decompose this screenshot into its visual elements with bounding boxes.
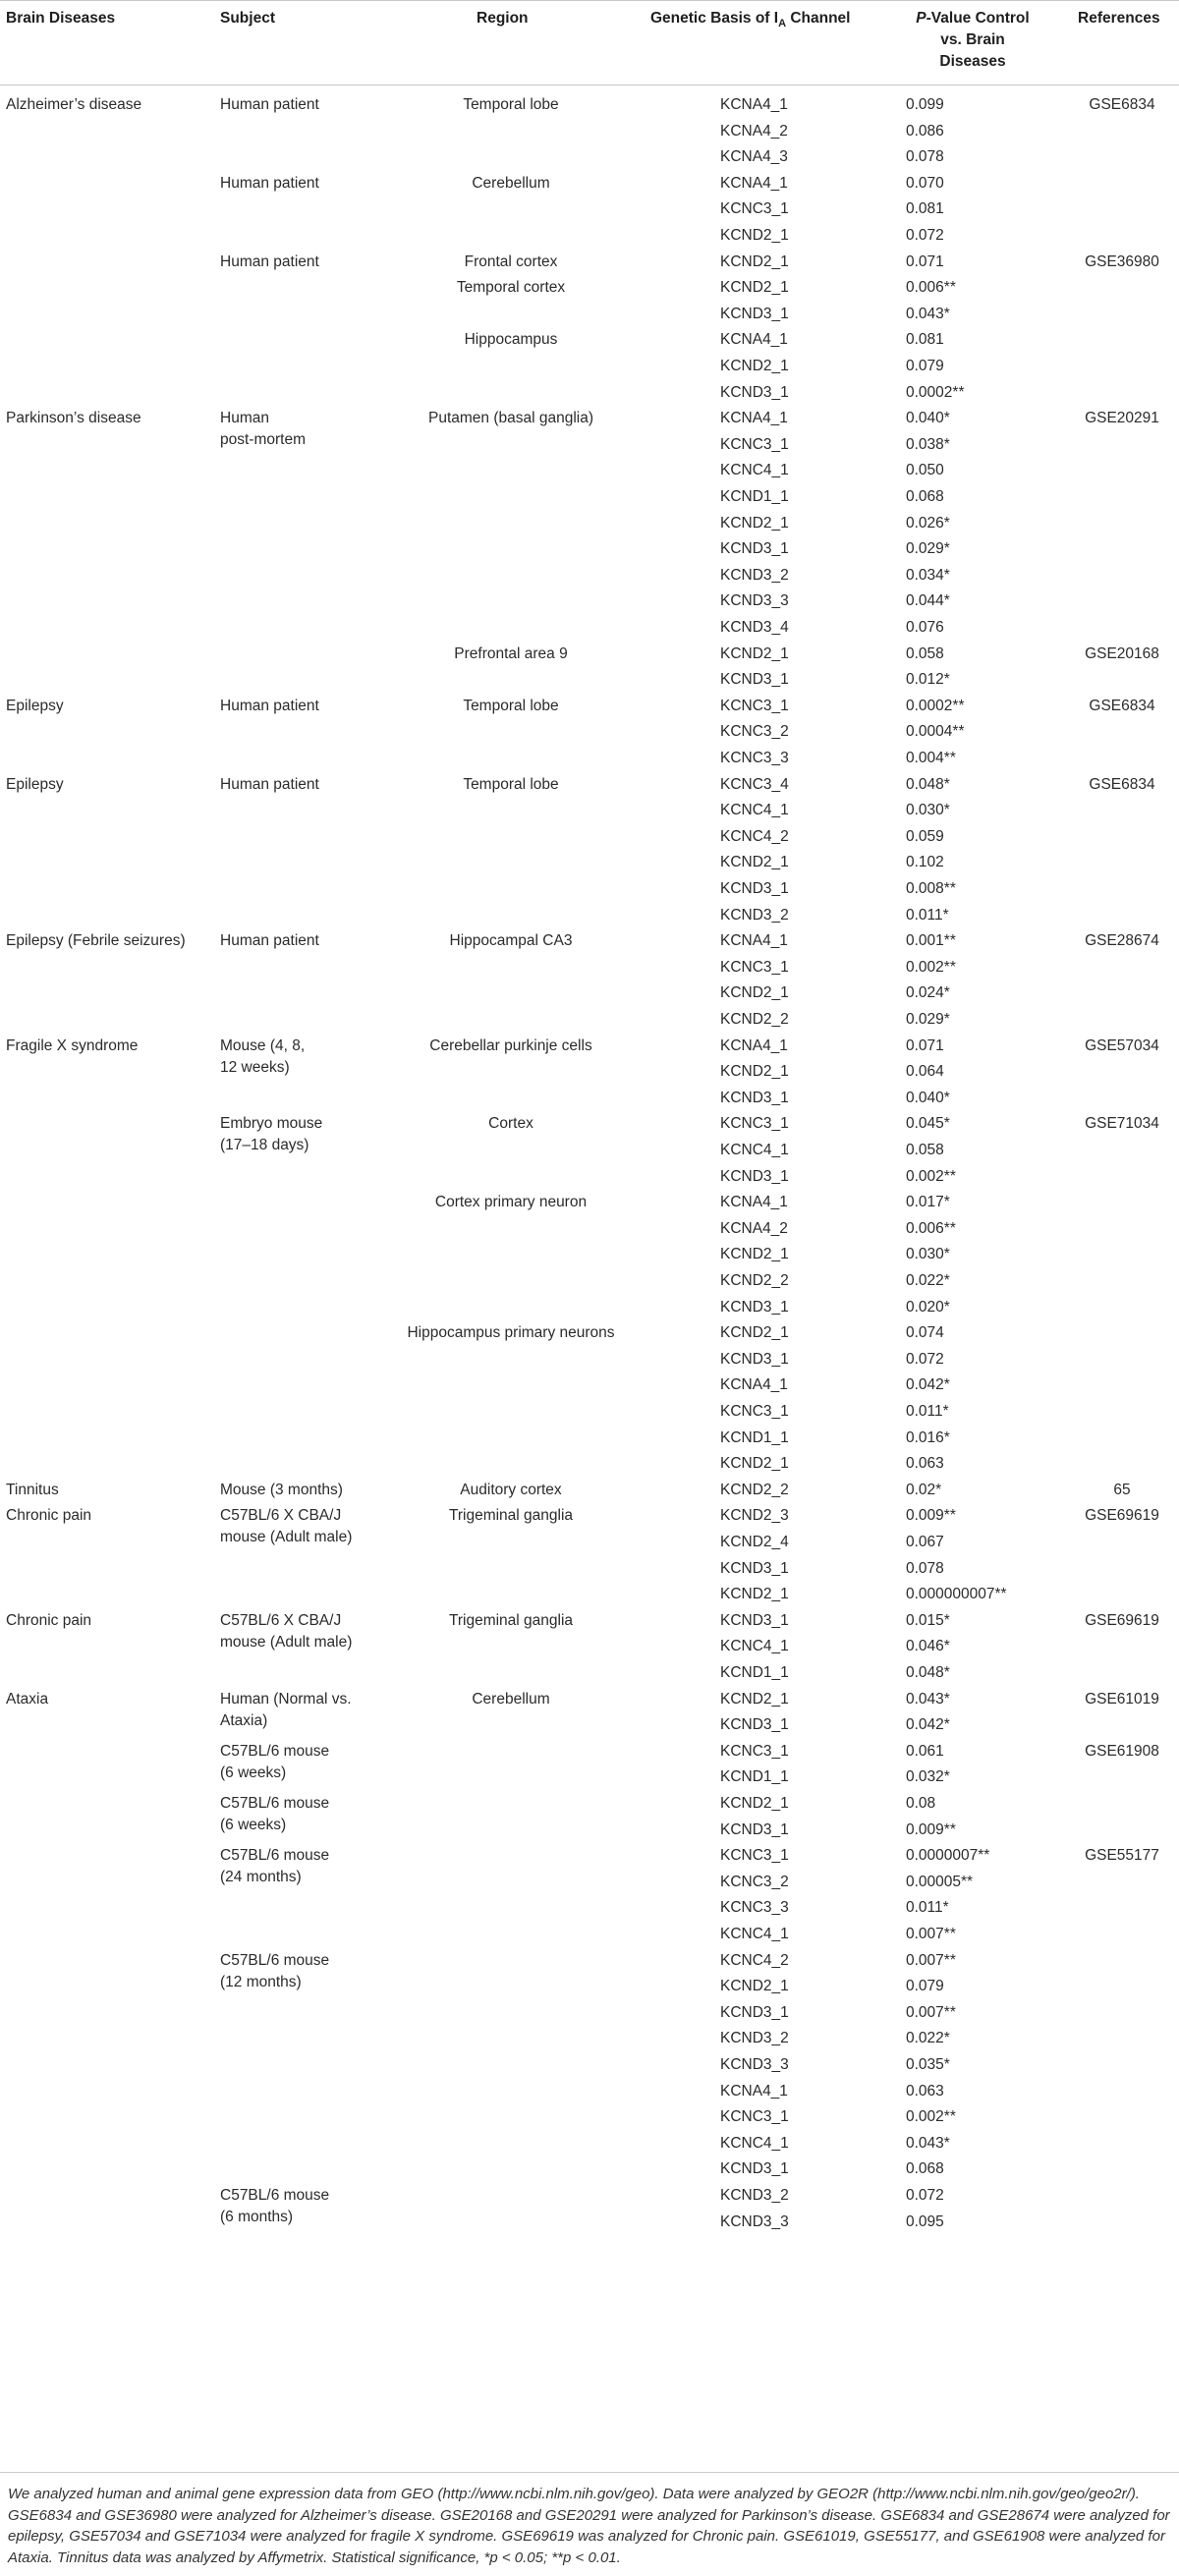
- gene-cell: KCNA4_1: [720, 96, 788, 113]
- subject-label: [220, 1113, 322, 1156]
- gene-cell: KCNC4_2: [720, 1951, 789, 1969]
- reference-label: GSE20291: [1085, 410, 1159, 427]
- subject-label: [220, 774, 319, 796]
- p-value-cell: 0.095: [906, 2212, 944, 2230]
- region-label: Cerebellum: [472, 174, 550, 192]
- p-value-cell: 0.043*: [906, 305, 950, 322]
- reference-label: GSE28674: [1085, 932, 1159, 950]
- p-value-cell: 0.072: [906, 1350, 944, 1368]
- subject-label: [220, 1689, 352, 1732]
- p-value-cell: 0.043*: [906, 2134, 950, 2152]
- p-value-cell: 0.048*: [906, 1664, 950, 1681]
- region-label: Putamen (basal ganglia): [427, 410, 594, 427]
- bottom-rule: [0, 2472, 1179, 2473]
- p-value-cell: 0.071: [906, 1036, 944, 1054]
- p-value-cell: 0.034*: [906, 566, 950, 584]
- region-label: Temporal lobe: [463, 96, 559, 113]
- p-value-cell: 0.070: [906, 174, 944, 192]
- region-label: Trigeminal ganglia: [448, 1507, 574, 1525]
- gene-cell: KCND1_1: [720, 1664, 789, 1681]
- p-value-cell: 0.0002**: [906, 383, 965, 401]
- p-value-cell: 0.063: [906, 2082, 944, 2100]
- gene-cell: KCND3_2: [720, 906, 789, 924]
- gene-cell: KCND3_2: [720, 2030, 789, 2047]
- gene-cell: KCNA4_1: [720, 410, 788, 427]
- disease-label: Epilepsy (Febrile seizures): [6, 932, 186, 950]
- header-p-value: P-Value Control vs. Brain Diseases: [916, 10, 1030, 70]
- p-value-cell: 0.058: [906, 1142, 944, 1158]
- reference-label: GSE61908: [1085, 1742, 1159, 1760]
- gene-cell: KCND1_1: [720, 1428, 789, 1446]
- subject-line: C57BL/6 X CBA/J: [220, 1507, 342, 1525]
- gene-cell: KCNC3_1: [720, 200, 789, 218]
- subject-label: [220, 1741, 329, 1784]
- p-value-cell: 0.059: [906, 827, 944, 845]
- gene-cell: KCNA4_1: [720, 1376, 788, 1394]
- gene-cell: KCND2_1: [720, 1063, 789, 1081]
- subject-label: [220, 1036, 305, 1079]
- p-value-cell: 0.081: [906, 200, 944, 218]
- p-value-cell: 0.002**: [906, 1167, 956, 1185]
- p-value-cell: 0.042*: [906, 1716, 950, 1734]
- p-value-cell: 0.063: [906, 1455, 944, 1473]
- gene-cell: KCND3_3: [720, 2056, 789, 2073]
- gene-cell: KCNA4_1: [720, 1194, 788, 1211]
- subject-line: C57BL/6 mouse: [220, 1951, 330, 1969]
- gene-cell: KCNC3_1: [720, 958, 789, 976]
- subject-label: [220, 1480, 343, 1501]
- reference-label: GSE36980: [1085, 252, 1159, 270]
- p-value-cell: 0.043*: [906, 1690, 950, 1708]
- subject-line: Human patient: [220, 775, 319, 793]
- gene-cell: KCND3_1: [720, 540, 789, 558]
- subject-line: Human patient: [220, 252, 319, 270]
- p-value-cell: 0.099: [906, 96, 944, 113]
- gene-cell: KCND2_1: [720, 227, 789, 244]
- disease-label: Chronic pain: [6, 1507, 92, 1525]
- gene-cell: KCNA4_2: [720, 1219, 788, 1237]
- subject-line: Human: [220, 410, 269, 427]
- region-label: Cortex: [488, 1115, 533, 1133]
- region-label: Hippocampus primary neurons: [407, 1324, 615, 1342]
- subject-label: [220, 1845, 329, 1888]
- gene-cell: KCND1_1: [720, 488, 789, 505]
- subject-line: (24 months): [220, 1869, 302, 1886]
- gene-cell: KCNC3_1: [720, 2108, 789, 2126]
- p-value-cell: 0.076: [906, 619, 944, 636]
- subject-label: [220, 1793, 329, 1836]
- subject-line: (6 weeks): [220, 1817, 287, 1833]
- p-value-cell: 0.064: [906, 1063, 944, 1081]
- p-value-cell: 0.058: [906, 644, 944, 662]
- p-value-cell: 0.0004**: [906, 723, 965, 741]
- reference-label: GSE57034: [1085, 1036, 1159, 1054]
- reference-label: GSE69619: [1085, 1611, 1159, 1629]
- gene-cell: KCNC3_1: [720, 697, 789, 714]
- subject-line: (6 weeks): [220, 1764, 287, 1781]
- disease-label: Fragile X syndrome: [6, 1036, 139, 1054]
- gene-cell: KCND2_1: [720, 854, 789, 871]
- gene-cell: KCND2_1: [720, 1795, 789, 1812]
- p-value-cell: 0.022*: [906, 2030, 950, 2047]
- p-value-cell: 0.008**: [906, 880, 956, 897]
- region-label: Prefrontal area 9: [454, 644, 568, 662]
- p-value-cell: 0.030*: [906, 1246, 950, 1263]
- subject-label: [220, 1950, 329, 1993]
- p-value-cell: 0.024*: [906, 984, 950, 1002]
- gene-cell: KCNC3_3: [720, 1899, 789, 1917]
- gene-cell: KCND3_1: [720, 1559, 789, 1577]
- gene-cell: KCND3_4: [720, 619, 789, 636]
- region-label: Cerebellar purkinje cells: [429, 1036, 592, 1054]
- gene-cell: KCND1_1: [720, 1768, 789, 1786]
- gene-cell: KCND2_1: [720, 514, 789, 532]
- reference-label: GSE61019: [1085, 1690, 1159, 1708]
- gene-cell: KCND2_2: [720, 1481, 789, 1498]
- gene-cell: KCNA4_1: [720, 2082, 788, 2100]
- p-value-cell: 0.061: [906, 1742, 944, 1760]
- subject-label: [220, 173, 319, 195]
- p-value-cell: 0.102: [906, 854, 944, 871]
- p-value-cell: 0.0002**: [906, 697, 965, 714]
- gene-cell: KCND3_1: [720, 880, 789, 897]
- gene-cell: KCNC4_1: [720, 1638, 789, 1655]
- disease-label: Tinnitus: [6, 1481, 59, 1498]
- gene-cell: KCNC4_1: [720, 802, 789, 819]
- reference-label: GSE6834: [1089, 775, 1155, 793]
- reference-label: GSE20168: [1085, 644, 1159, 662]
- subject-line: post-mortem: [220, 431, 306, 449]
- p-value-cell: 0.038*: [906, 435, 950, 453]
- header-genetic-basis: Genetic Basis of $I_A$ Channel: [650, 10, 851, 30]
- subject-line: C57BL/6 mouse: [220, 1847, 330, 1865]
- gene-cell: KCND3_3: [720, 592, 789, 610]
- subject-line: mouse (Adult male): [220, 1529, 353, 1546]
- subject-line: Embryo mouse: [220, 1115, 323, 1133]
- gene-cell: KCNA4_2: [720, 122, 788, 140]
- subject-line: Human patient: [220, 932, 319, 950]
- gene-cell: KCND2_3: [720, 1507, 789, 1525]
- p-value-cell: 0.044*: [906, 592, 950, 610]
- p-value-cell: 0.081: [906, 331, 944, 349]
- disease-label: Epilepsy: [6, 697, 64, 714]
- gene-cell: KCND2_4: [720, 1534, 789, 1550]
- p-value-cell: 0.00005**: [906, 1873, 974, 1890]
- p-value-cell: 0.040*: [906, 410, 950, 427]
- gene-cell: KCND2_1: [720, 358, 789, 374]
- gene-cell: KCND3_1: [720, 1298, 789, 1316]
- p-value-cell: 0.08: [906, 1795, 936, 1812]
- p-value-cell: 0.046*: [906, 1638, 950, 1655]
- table-footnote: We analyzed human and animal gene expression data from GEO (http://www.ncbi.nlm.nih.gov/geo). Data were analyzed by GEO2R (http://www.ncbi.nlm.nih.gov/geo/geo2r/). GSE6834 and GSE36980 were analyzed for Alzheimer’s disease. GSE20168 and GSE20291 were analyzed for Parkinson’s disease. GSE6834 and GSE28674 were analyzed for epilepsy, GSE57034 and GSE71034 were analyzed for fragile X syndrome. GSE69619 was analyzed for Chronic pain. GSE61019, GSE55177, and GSE61908 were analyzed for Ataxia. Tinnitus data was analyzed by Affymetrix. Statistical significance, *p < 0.05; **p < 0.01.: [8, 2486, 1170, 2566]
- subject-label: [220, 696, 319, 717]
- gene-cell: KCND3_2: [720, 566, 789, 584]
- p-value-cell: 0.009**: [906, 1820, 956, 1838]
- subject-line: 12 weeks): [220, 1058, 290, 1076]
- p-value-cell: 0.000000007**: [906, 1586, 1007, 1603]
- gene-cell: KCNC4_1: [720, 1926, 789, 1942]
- header-subject: Subject: [220, 10, 275, 27]
- p-value-cell: 0.006**: [906, 279, 956, 297]
- p-value-cell: 0.029*: [906, 1011, 950, 1028]
- gene-cell: KCND3_1: [720, 1820, 789, 1838]
- reference-label: GSE6834: [1089, 697, 1155, 714]
- gene-cell: KCNA4_1: [720, 1036, 788, 1054]
- p-value-cell: 0.045*: [906, 1115, 950, 1133]
- gene-cell: KCND2_2: [720, 1011, 789, 1028]
- p-value-cell: 0.011*: [906, 1403, 949, 1420]
- p-value-cell: 0.022*: [906, 1272, 950, 1289]
- disease-label: Parkinson’s disease: [6, 410, 141, 427]
- region-label: Frontal cortex: [464, 252, 558, 270]
- gene-cell: KCNC4_1: [720, 462, 789, 479]
- p-value-cell: 0.026*: [906, 514, 950, 532]
- gene-cell: KCNA4_1: [720, 331, 788, 349]
- p-value-cell: 0.02*: [906, 1481, 942, 1498]
- gene-cell: KCND2_1: [720, 644, 789, 662]
- gene-cell: KCND3_1: [720, 1716, 789, 1734]
- subject-label: [220, 1610, 352, 1653]
- gene-cell: KCNC3_1: [720, 435, 789, 453]
- reference-label: GSE71034: [1085, 1115, 1159, 1133]
- subject-label: [220, 252, 319, 273]
- gene-cell: KCND3_1: [720, 2160, 789, 2178]
- region-label: Cortex primary neuron: [434, 1194, 588, 1211]
- subject-line: Human patient: [220, 697, 319, 714]
- header-region: Region: [477, 10, 529, 27]
- p-value-cell: 0.0000007**: [906, 1847, 990, 1865]
- subject-line: C57BL/6 mouse: [220, 1795, 330, 1812]
- p-value-cell: 0.002**: [906, 2108, 956, 2126]
- subject-line: mouse (Adult male): [220, 1633, 353, 1651]
- gene-cell: KCND2_1: [720, 279, 789, 297]
- p-value-cell: 0.015*: [906, 1611, 950, 1629]
- reference-label: 65: [1113, 1481, 1131, 1498]
- gene-cell: KCNC4_2: [720, 827, 789, 845]
- disease-label: Epilepsy: [6, 775, 64, 793]
- p-value-cell: 0.040*: [906, 1089, 950, 1106]
- p-value-cell: 0.068: [906, 488, 944, 505]
- p-value-cell: 0.050: [906, 462, 944, 479]
- region-label: Cerebellum: [472, 1690, 550, 1708]
- p-value-cell: 0.009**: [906, 1507, 956, 1525]
- p-value-cell: 0.032*: [906, 1768, 950, 1786]
- reference-label: GSE6834: [1089, 96, 1155, 113]
- p-value-cell: 0.072: [906, 227, 944, 244]
- subject-line: (12 months): [220, 1973, 302, 1990]
- p-value-cell: 0.071: [906, 252, 944, 270]
- subject-line: Human patient: [220, 174, 319, 192]
- p-value-cell: 0.012*: [906, 671, 950, 689]
- subject-line: (17–18 days): [220, 1137, 309, 1154]
- top-rule: [0, 0, 1179, 1]
- disease-label: Chronic pain: [6, 1611, 92, 1629]
- gene-cell: KCND2_1: [720, 1586, 789, 1603]
- disease-label: Alzheimer’s disease: [6, 96, 142, 113]
- region-label: Hippocampal CA3: [449, 932, 573, 950]
- region-label: Hippocampus: [464, 331, 558, 349]
- gene-cell: KCNC3_4: [720, 775, 789, 793]
- p-value-cell: 0.016*: [906, 1428, 950, 1446]
- gene-cell: KCNC3_1: [720, 1847, 789, 1865]
- subject-label: [220, 2185, 329, 2228]
- subject-line: Human patient: [220, 96, 319, 113]
- gene-cell: KCND3_1: [720, 2003, 789, 2021]
- p-value-cell: 0.079: [906, 358, 944, 374]
- region-label: Auditory cortex: [460, 1481, 562, 1498]
- header-rule: [0, 84, 1179, 85]
- gene-cell: KCNC3_2: [720, 1873, 789, 1890]
- p-value-cell: 0.007**: [906, 1951, 956, 1969]
- gene-cell: KCNC3_2: [720, 723, 789, 741]
- gene-cell: KCNC3_1: [720, 1742, 789, 1760]
- p-value-cell: 0.002**: [906, 958, 956, 976]
- gene-cell: KCND2_1: [720, 1978, 789, 1995]
- gene-cell: KCND3_1: [720, 1611, 789, 1629]
- p-value-cell: 0.086: [906, 122, 944, 140]
- p-value-cell: 0.042*: [906, 1376, 950, 1394]
- p-value-cell: 0.006**: [906, 1219, 956, 1237]
- p-value-cell: 0.074: [906, 1324, 944, 1342]
- gene-cell: KCND3_1: [720, 383, 789, 401]
- subject-label: [220, 408, 306, 451]
- subject-line: C57BL/6 X CBA/J: [220, 1611, 342, 1629]
- p-value-cell: 0.072: [906, 2187, 944, 2204]
- gene-cell: KCND3_1: [720, 1167, 789, 1185]
- gene-cell: KCNC3_3: [720, 750, 789, 766]
- subject-line: (6 months): [220, 2209, 294, 2225]
- gene-cell: KCNC4_1: [720, 1142, 789, 1158]
- gene-cell: KCND2_1: [720, 984, 789, 1002]
- p-value-cell: 0.048*: [906, 775, 950, 793]
- header-brain-diseases: Brain Diseases: [6, 10, 116, 27]
- p-value-cell: 0.067: [906, 1534, 944, 1550]
- subject-line: Mouse (4, 8,: [220, 1036, 306, 1054]
- region-label: Temporal lobe: [463, 775, 559, 793]
- gene-cell: KCND3_1: [720, 671, 789, 689]
- p-value-cell: 0.017*: [906, 1194, 950, 1211]
- gene-cell: KCND2_2: [720, 1272, 789, 1289]
- p-value-cell: 0.029*: [906, 540, 950, 558]
- subject-label: [220, 1505, 352, 1548]
- subject-line: C57BL/6 mouse: [220, 2187, 330, 2204]
- disease-label: Ataxia: [6, 1690, 49, 1708]
- header-references: References: [1078, 10, 1160, 27]
- region-label: Temporal lobe: [463, 697, 559, 714]
- gene-cell: KCNC3_1: [720, 1403, 789, 1420]
- gene-cell: KCND3_3: [720, 2212, 789, 2230]
- region-label: Temporal cortex: [456, 279, 566, 297]
- p-value-cell: 0.011*: [906, 1899, 949, 1917]
- subject-label: [220, 930, 319, 952]
- gene-cell: KCND3_1: [720, 1350, 789, 1368]
- p-value-cell: 0.078: [906, 1559, 944, 1577]
- p-value-cell: 0.007**: [906, 1926, 956, 1942]
- gene-cell: KCND2_1: [720, 1690, 789, 1708]
- gene-cell: KCNC3_1: [720, 1115, 789, 1133]
- subject-line: Mouse (3 months): [220, 1481, 343, 1498]
- region-label: Trigeminal ganglia: [448, 1611, 574, 1629]
- gene-cell: KCNA4_1: [720, 174, 788, 192]
- p-value-cell: 0.078: [906, 148, 944, 166]
- p-value-cell: 0.001**: [906, 932, 956, 950]
- subject-line: Human (Normal vs.: [220, 1690, 352, 1708]
- gene-cell: KCND2_1: [720, 1324, 789, 1342]
- reference-label: GSE69619: [1085, 1507, 1159, 1525]
- p-value-cell: 0.020*: [906, 1298, 950, 1316]
- gene-cell: KCNC4_1: [720, 2134, 789, 2152]
- gene-cell: KCND3_1: [720, 305, 789, 322]
- p-value-cell: 0.004**: [906, 750, 956, 766]
- p-value-cell: 0.068: [906, 2160, 944, 2178]
- subject-label: [220, 94, 319, 116]
- gene-cell: KCND2_1: [720, 1246, 789, 1263]
- p-value-cell: 0.011*: [906, 906, 949, 924]
- subject-line: Ataxia): [220, 1711, 268, 1729]
- p-value-cell: 0.007**: [906, 2003, 956, 2021]
- p-value-cell: 0.079: [906, 1978, 944, 1995]
- p-value-cell: 0.030*: [906, 802, 950, 819]
- gene-cell: KCNA4_1: [720, 932, 788, 950]
- gene-cell: KCND3_2: [720, 2187, 789, 2204]
- gene-cell: KCND3_1: [720, 1089, 789, 1106]
- gene-cell: KCND2_1: [720, 252, 789, 270]
- p-value-cell: 0.035*: [906, 2056, 950, 2073]
- gene-cell: KCND2_1: [720, 1455, 789, 1473]
- subject-line: C57BL/6 mouse: [220, 1742, 330, 1760]
- gene-cell: KCNA4_3: [720, 148, 788, 166]
- reference-label: GSE55177: [1085, 1847, 1159, 1865]
